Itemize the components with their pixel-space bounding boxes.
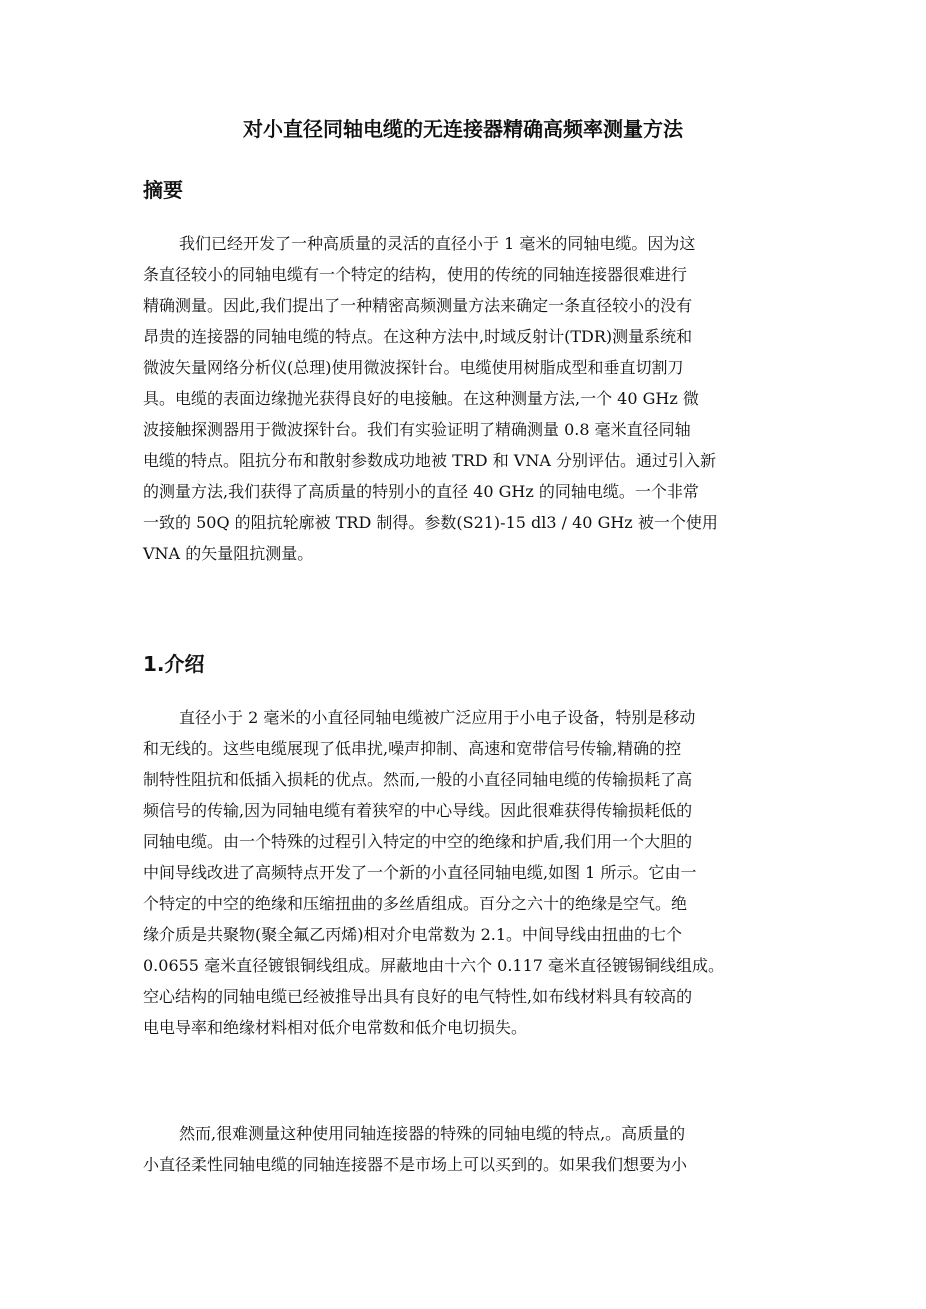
paragraph-line: 电电导率和绝缘材料相对低介电常数和低介电切损失。 <box>143 1018 528 1037</box>
paragraph-line: 缘介质是共聚物(聚全氟乙丙烯)相对介电常数为 2.1。中间导线由扭曲的七个 <box>143 925 683 944</box>
paragraph-line: 频信号的传输,因为同轴电缆有着狭窄的中心导线。因此很难获得传输损耗低的 <box>143 801 693 820</box>
introduction-paragraph-1 <box>143 702 803 1043</box>
paragraph-line: VNA 的矢量阻抗测量。 <box>143 544 314 563</box>
page-title: 对小直径同轴电缆的无连接器精确高频率测量方法 <box>243 117 683 141</box>
paragraph-line: 我们已经开发了一种高质量的灵活的直径小于 1 毫米的同轴电缆。因为这 <box>179 234 696 253</box>
paragraph-line: 中间导线改进了高频特点开发了一个新的小直径同轴电缆,如图 1 所示。它由一 <box>143 863 697 882</box>
paragraph-line: 条直径较小的同轴电缆有一个特定的结构，使用的传统的同轴连接器很难进行 <box>143 265 688 284</box>
paragraph-line: 直径小于 2 毫米的小直径同轴电缆被广泛应用于小电子设备，特别是移动 <box>179 708 696 727</box>
section-heading-introduction: 1.介绍 <box>143 652 205 676</box>
paragraph-line: 精确测量。因此,我们提出了一种精密高频测量方法来确定一条直径较小的没有 <box>143 296 693 315</box>
abstract-paragraph <box>143 228 803 569</box>
section-heading-abstract: 摘要 <box>143 178 183 202</box>
introduction-paragraph-2 <box>143 1118 803 1180</box>
paragraph-line: 具。电缆的表面边缘抛光获得良好的电接触。在这种测量方法,一个 40 GHz 微 <box>143 389 699 408</box>
paragraph-line: 波接触探测器用于微波探针台。我们有实验证明了精确测量 0.8 毫米直径同轴 <box>143 420 691 439</box>
paragraph-line: 制特性阻抗和低插入损耗的优点。然而,一般的小直径同轴电缆的传输损耗了高 <box>143 770 693 789</box>
paragraph-line: 0.0655 毫米直径镀银铜线组成。屏蔽地由十六个 0.117 毫米直径镀锡铜线组成。 <box>143 956 725 975</box>
paragraph-line: 然而,很难测量这种使用同轴连接器的特殊的同轴电缆的特点,。高质量的 <box>179 1124 686 1143</box>
paragraph-line: 同轴电缆。由一个特殊的过程引入特定的中空的绝缘和护盾,我们用一个大胆的 <box>143 832 693 851</box>
paragraph-line: 个特定的中空的绝缘和压缩扭曲的多丝盾组成。百分之六十的绝缘是空气。绝 <box>143 894 688 913</box>
paragraph-line: 微波矢量网络分析仪(总理)使用微波探针台。电缆使用树脂成型和垂直切割刀 <box>143 358 684 377</box>
paragraph-line: 的测量方法,我们获得了高质量的特别小的直径 40 GHz 的同轴电缆。一个非常 <box>143 482 699 501</box>
paragraph-line: 和无线的。这些电缆展现了低串扰,噪声抑制、高速和宽带信号传输,精确的控 <box>143 739 682 758</box>
paragraph-line: 小直径柔性同轴电缆的同轴连接器不是市场上可以买到的。如果我们想要为小 <box>143 1155 688 1174</box>
paragraph-line: 电缆的特点。阻抗分布和散射参数成功地被 TRD 和 VNA 分别评估。通过引入新 <box>143 451 717 470</box>
paragraph-line: 空心结构的同轴电缆已经被推导出具有良好的电气特性,如布线材料具有较高的 <box>143 987 693 1006</box>
paragraph-line: 昂贵的连接器的同轴电缆的特点。在这种方法中,时域反射计(TDR)测量系统和 <box>143 327 693 346</box>
paragraph-line: 一致的 50Q 的阻抗轮廓被 TRD 制得。参数(S21)-15 dl3 / 40 GHz 被一个使用 <box>143 513 718 532</box>
